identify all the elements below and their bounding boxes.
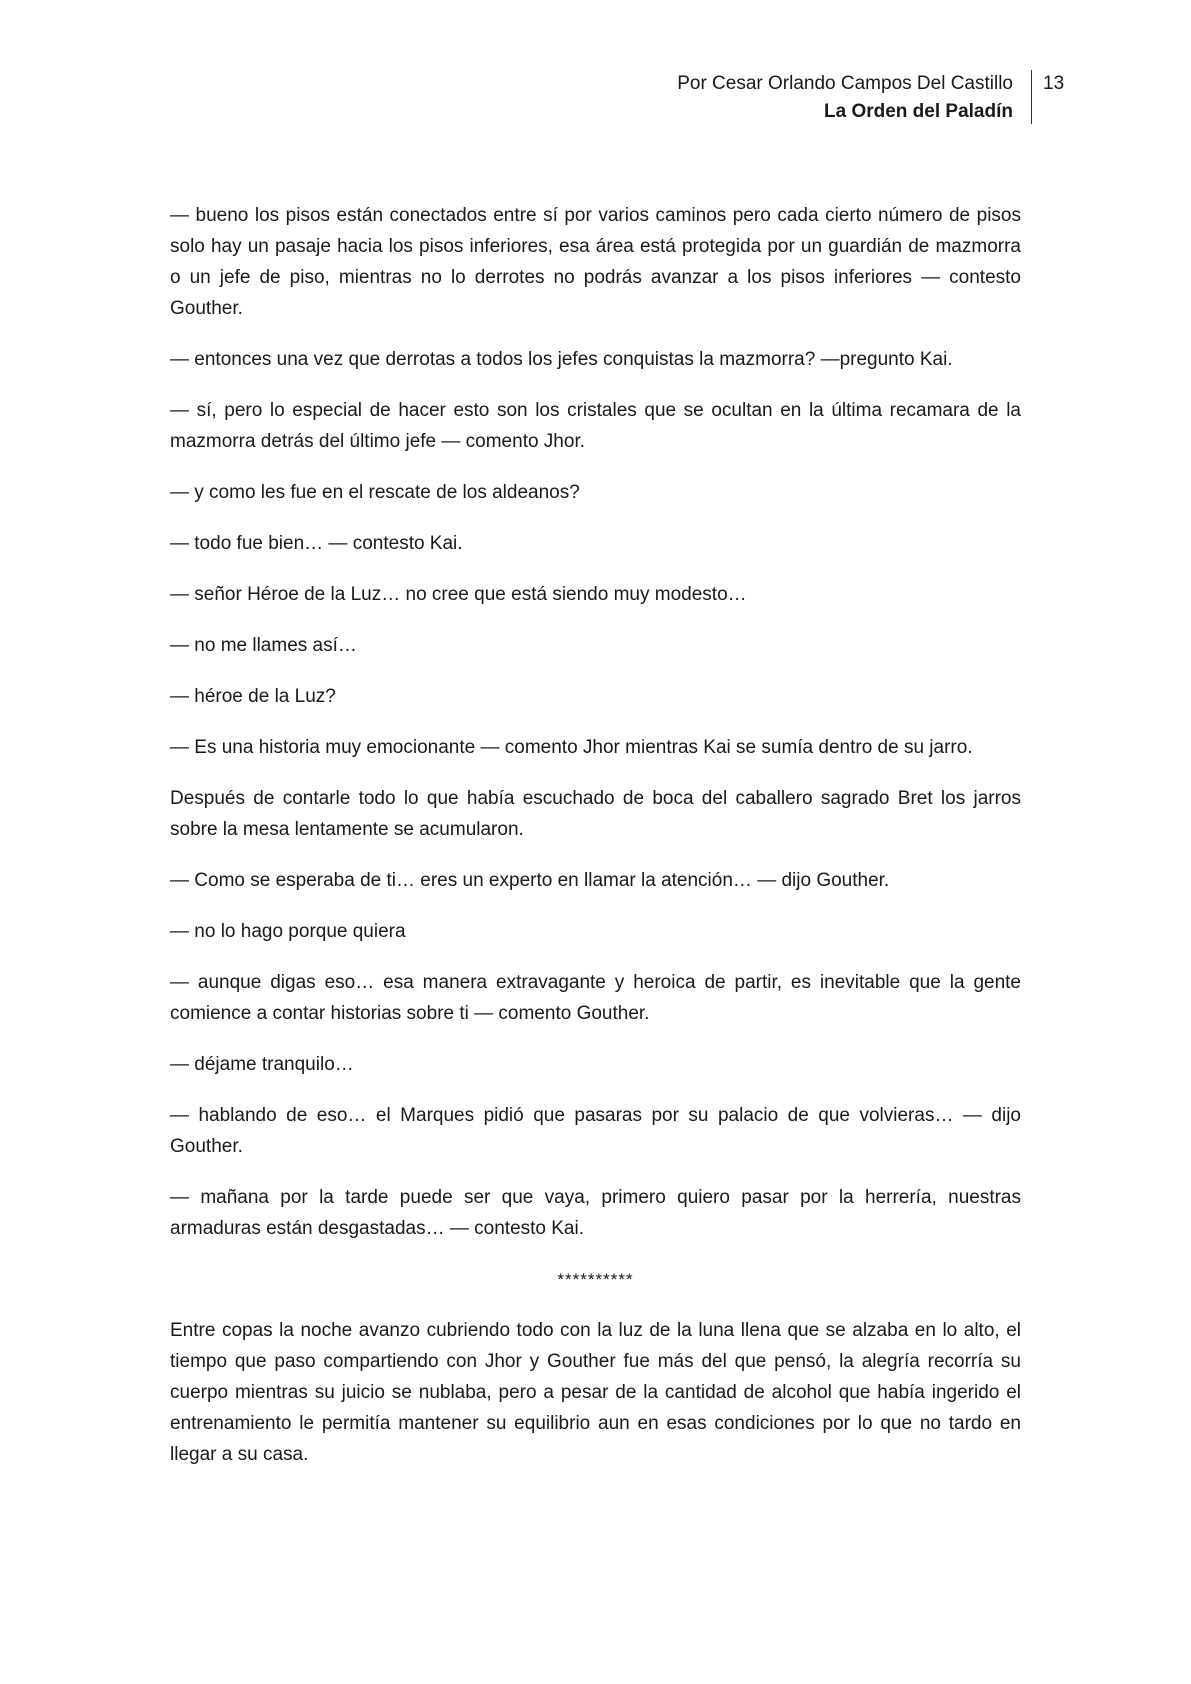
paragraph: — hablando de eso… el Marques pidió que pasaras por su palacio de que volvieras… — dijo Gouther. [170, 1105, 1021, 1157]
body-text [170, 200, 1021, 1490]
paragraph: Después de contarle todo lo que había escuchado de boca del caballero sagrado Bret los jarros sobre la mesa lentamente se acumularon. [170, 788, 1021, 840]
scene-break: ********** [557, 1270, 634, 1289]
paragraph: — mañana por la tarde puede ser que vaya, primero quiero pasar por la herrería, nuestras armaduras están desgastadas… — contesto Kai. [170, 1187, 1021, 1239]
paragraph: — no lo hago porque quiera [170, 921, 406, 942]
paragraph: — todo fue bien… — contesto Kai. [170, 533, 463, 554]
paragraph: — Como se esperaba de ti… eres un experto en llamar la atención… — dijo Gouther. [170, 870, 890, 891]
paragraph: — no me llames así… [170, 635, 357, 656]
paragraph: — aunque digas eso… esa manera extravagante y heroica de partir, es inevitable que la gente comience a contar historias sobre ti — comento Gouther. [170, 972, 1021, 1024]
paragraph: — déjame tranquilo… [170, 1054, 354, 1075]
page-header [677, 70, 1013, 126]
header-author: Por Cesar Orlando Campos Del Castillo [677, 73, 1013, 94]
header-book-title: La Orden del Paladín [824, 101, 1013, 122]
closing-paragraph: Entre copas la noche avanzo cubriendo todo con la luz de la luna llena que se alzaba en lo alto, el tiempo que paso compartiendo con Jhor y Gouther fue más del que pensó, la alegría recorría su cuerpo mientras su juicio se nublaba, pero a pesar de la cantidad de alcohol que había ingerido el entrenamiento le permitía mantener su equilibrio aun en esas condiciones por lo que no tardo en llegar a su casa. [170, 1320, 1021, 1465]
paragraph: — y como les fue en el rescate de los aldeanos? [170, 482, 580, 503]
paragraph: — sí, pero lo especial de hacer esto son los cristales que se ocultan en la última recamara de la mazmorra detrás del último jefe — comento Jhor. [170, 400, 1021, 452]
paragraph: — héroe de la Luz? [170, 686, 336, 707]
paragraph: — bueno los pisos están conectados entre sí por varios caminos pero cada cierto número de pisos solo hay un pasaje hacia los pisos inferiores, esa área está protegida por un guardián de mazmorra o un jefe de piso, mientras no lo derrotes no podrás avanzar a los pisos inferiores — contesto Gouther. [170, 205, 1021, 319]
header-divider [1031, 70, 1032, 124]
paragraph: — señor Héroe de la Luz… no cree que está siendo muy modesto… [170, 584, 747, 605]
page-number: 13 [1043, 73, 1065, 94]
paragraph: — Es una historia muy emocionante — comento Jhor mientras Kai se sumía dentro de su jarro. [170, 737, 973, 758]
paragraph: — entonces una vez que derrotas a todos los jefes conquistas la mazmorra? —pregunto Kai. [170, 349, 953, 370]
